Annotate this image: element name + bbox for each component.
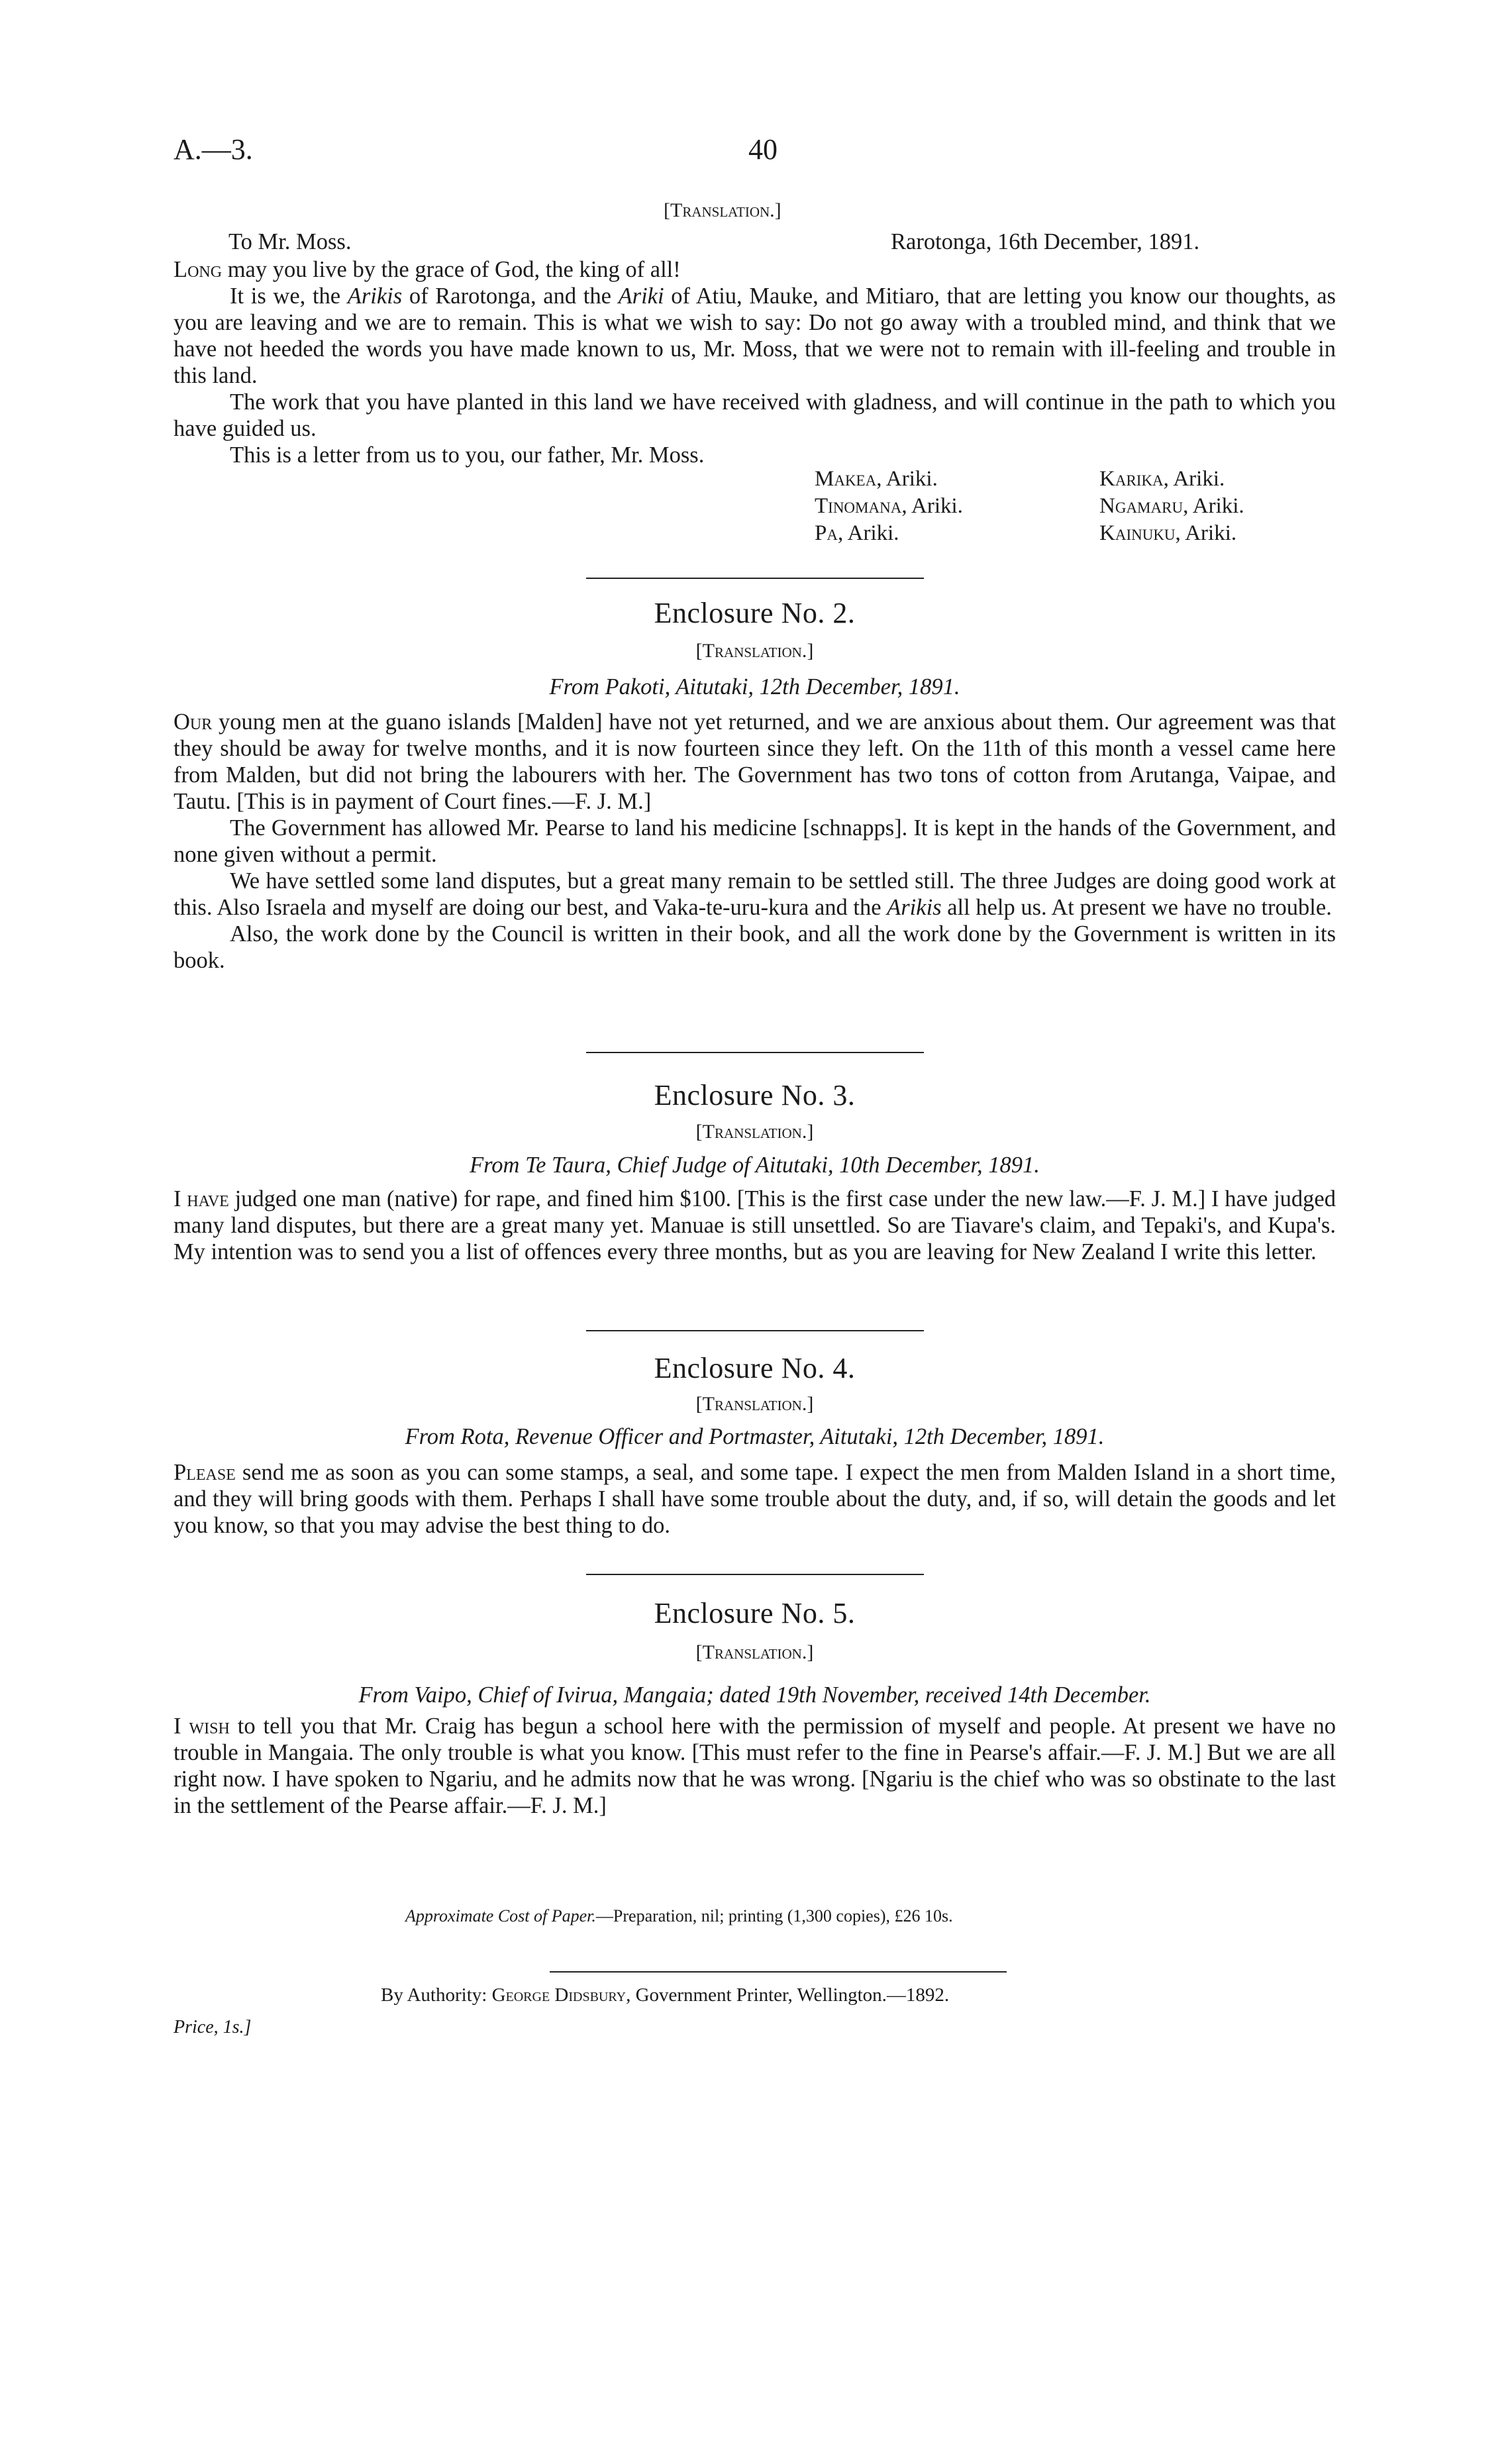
section-divider — [586, 1330, 924, 1331]
printer-authority: By Authority: George Didsbury, Government Printer, Wellington.—1892. — [381, 1984, 950, 2006]
page-number: 40 — [748, 133, 778, 166]
price-label: Price, 1s.] — [174, 2017, 252, 2037]
enclosure-body — [174, 1459, 1336, 1539]
letter-body — [174, 256, 1336, 468]
enclosure-source: From Te Taura, Chief Judge of Aitutaki, 10th December, 1891. — [470, 1153, 1040, 1178]
signatory: Karika, Ariki. — [1099, 467, 1225, 491]
paragraph: Long may you live by the grace of God, the king of all! — [174, 257, 681, 282]
translation-label: [Translation.] — [695, 1641, 814, 1663]
translation-label: [Translation.] — [695, 640, 814, 662]
paragraph: The Government has allowed Mr. Pearse to land his medicine [schnapps]. It is kept in the hands of the Government, and none given without a permit. — [174, 815, 1336, 867]
signatory: Tinomana, Ariki. — [815, 494, 963, 518]
section-divider — [586, 578, 924, 579]
enclosure-title: Enclosure No. 5. — [654, 1597, 856, 1629]
printing-cost-note: Approximate Cost of Paper.—Preparation, nil; printing (1,300 copies), £26 10s. — [405, 1906, 953, 1925]
paragraph: Please send me as soon as you can some stamps, a seal, and some tape. I expect the men from Malden Island in a short time, and they will bring goods with them. Perhaps I shall have some trouble about the duty, and, if so, will detain the goods and let you know, so that you may advise the best thing to do. — [174, 1460, 1336, 1538]
letter-addressee: To Mr. Moss. — [228, 229, 352, 254]
enclosure-source: From Rota, Revenue Officer and Portmaster, Aitutaki, 12th December, 1891. — [405, 1424, 1105, 1449]
signatory: Pa, Ariki. — [815, 521, 899, 545]
enclosure-source: From Pakoti, Aitutaki, 12th December, 1891. — [549, 674, 960, 699]
footer-divider — [550, 1971, 1007, 1973]
enclosure-title: Enclosure No. 3. — [654, 1079, 856, 1111]
paragraph: I wish to tell you that Mr. Craig has begun a school here with the permission of myself and people. At present we have no trouble in Mangaia. The only trouble is what you know. [This must refer to the fine in Pearse's affair.—F. J. M.] But we are all right now. I have spoken to Ngariu, and he admits now that he was wrong. [Ngariu is the chief who was so obstinate to the last in the settlement of the Pearse affair.—F. J. M.] — [174, 1714, 1336, 1818]
enclosure-title: Enclosure No. 2. — [654, 597, 856, 629]
translation-label: [Translation.] — [664, 199, 781, 221]
enclosure-source: From Vaipo, Chief of Ivirua, Mangaia; dated 19th November, received 14th December. — [358, 1682, 1151, 1708]
section-divider — [586, 1574, 924, 1575]
enclosure-body — [174, 1713, 1336, 1819]
paragraph: We have settled some land disputes, but a great many remain to be settled still. The three Judges are doing good work at this. Also Israela and myself are doing our best, and Vaka-te-uru-kura and the Arikis all help us. At present we have no trouble. — [174, 868, 1336, 920]
signatory: Makea, Ariki. — [815, 467, 938, 491]
translation-label: [Translation.] — [695, 1121, 814, 1143]
enclosure-body — [174, 709, 1336, 974]
section-divider — [586, 1052, 924, 1053]
signatory: Kainuku, Ariki. — [1099, 521, 1237, 545]
letter-place-date: Rarotonga, 16th December, 1891. — [891, 229, 1200, 254]
translation-label: [Translation.] — [695, 1393, 814, 1415]
enclosure-title: Enclosure No. 4. — [654, 1352, 856, 1384]
paragraph: Also, the work done by the Council is written in their book, and all the work done by the Government is written in its book. — [174, 921, 1336, 973]
enclosure-body — [174, 1186, 1336, 1265]
paragraph: Our young men at the guano islands [Malden] have not yet returned, and we are anxious about them. Our agreement was that they should be away for twelve months, and it is now fourteen since they left. On the 11th of this month a vessel came here from Malden, but did not bring the labourers with her. The Government has two tons of cotton from Arutanga, Vaipae, and Tautu. [This is in payment of Court fines.—F. J. M.] — [174, 709, 1336, 814]
paragraph: It is we, the Arikis of Rarotonga, and the Ariki of Atiu, Mauke, and Mitiaro, that are letting you know our thoughts, as you are leaving and we are to remain. This is what we wish to say: Do not go away with a troubled mind, and think that we have not heeded the words you have made known to us, Mr. Moss, that we were not to remain with ill-feeling and trouble in this land. — [174, 283, 1336, 388]
paragraph: This is a letter from us to you, our father, Mr. Moss. — [230, 442, 705, 468]
signatory: Ngamaru, Ariki. — [1099, 494, 1244, 518]
paragraph: I have judged one man (native) for rape, and fined him $100. [This is the first case under the new law.—F. J. M.] I have judged many land disputes, but there are a great many yet. Manuae is still unsettled. So are Tiavare's claim, and Tepaki's, and Kupa's. My intention was to send you a list of offences every three months, but as you are leaving for New Zealand I write this letter. — [174, 1186, 1336, 1264]
paragraph: The work that you have planted in this land we have received with gladness, and will continue in the path to which you have guided us. — [174, 389, 1336, 441]
document-reference: A.—3. — [174, 133, 253, 166]
